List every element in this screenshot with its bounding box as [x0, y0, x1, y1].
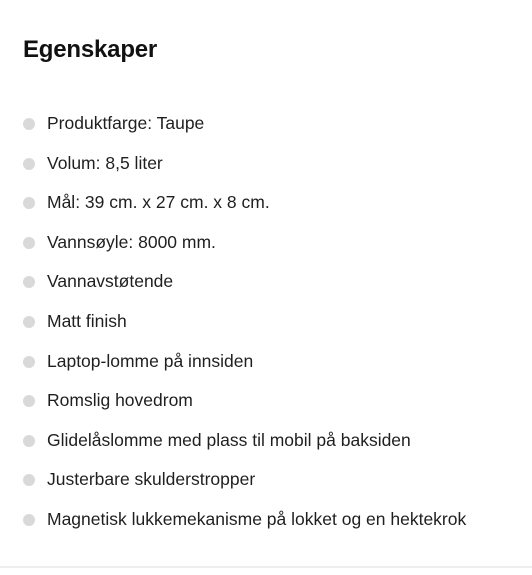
bullet-icon — [23, 474, 35, 486]
feature-item — [0, 342, 532, 382]
feature-text: Vannavstøtende — [47, 271, 174, 292]
feature-text: Volum: 8,5 liter — [47, 152, 163, 173]
feature-item — [0, 460, 532, 500]
feature-text: Vannsøyle: 8000 mm. — [47, 231, 216, 252]
section-title: Egenskaper — [23, 36, 158, 63]
bullet-icon — [23, 276, 35, 288]
feature-text: Matt finish — [47, 310, 127, 331]
feature-item — [0, 104, 532, 144]
bullet-icon — [23, 237, 35, 249]
feature-item — [0, 500, 532, 540]
bullet-icon — [23, 435, 35, 447]
feature-text: Produktfarge: Taupe — [47, 113, 205, 133]
feature-text: Magnetisk lukkemekanisme på lokket og en hektekrok — [47, 508, 467, 529]
bullet-icon — [23, 118, 35, 130]
feature-item — [0, 262, 532, 302]
feature-item — [0, 223, 532, 263]
bullet-icon — [23, 158, 35, 170]
feature-item — [0, 421, 532, 461]
feature-text: Laptop-lomme på innsiden — [47, 350, 254, 371]
feature-text: Romslig hovedrom — [47, 390, 193, 411]
feature-text: Mål: 39 cm. x 27 cm. x 8 cm. — [47, 192, 270, 213]
feature-item — [0, 183, 532, 223]
feature-text: Justerbare skulderstropper — [47, 469, 256, 490]
feature-item — [0, 302, 532, 342]
bullet-icon — [23, 197, 35, 209]
bullet-icon — [23, 514, 35, 526]
bullet-icon — [23, 395, 35, 407]
feature-text: Glidelåslomme med plass til mobil på baksiden — [47, 429, 411, 450]
bullet-icon — [23, 356, 35, 368]
feature-list — [0, 104, 532, 540]
bullet-icon — [23, 316, 35, 328]
section-divider — [0, 566, 532, 568]
feature-item — [0, 144, 532, 184]
feature-item — [0, 381, 532, 421]
